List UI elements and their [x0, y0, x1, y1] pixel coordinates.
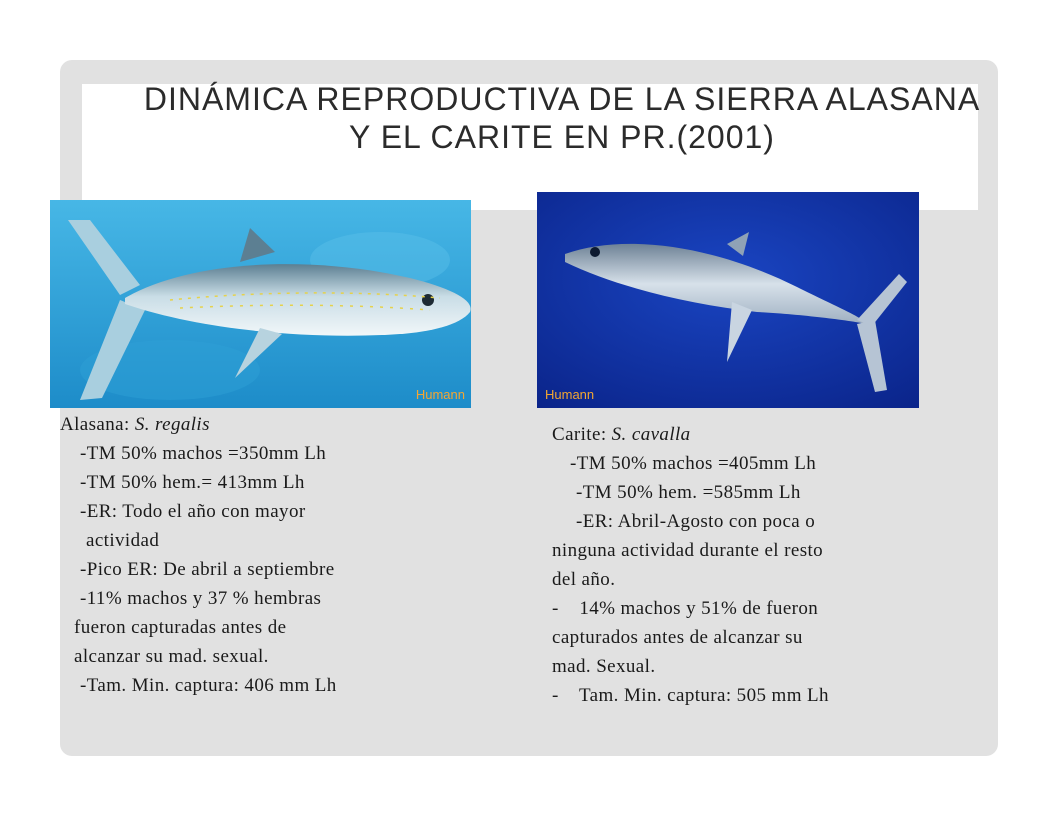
title-line-1: DINÁMICA REPRODUCTIVA DE LA SIERRA ALASANA	[143, 81, 981, 117]
carite-line: mad. Sexual.	[552, 656, 656, 677]
carite-photo-credit: Humann	[545, 387, 595, 402]
alasana-line: -TM 50% machos =350mm Lh	[80, 443, 327, 464]
alasana-text	[60, 410, 337, 700]
carite-text	[552, 420, 829, 710]
carite-line: -TM 50% machos =405mm Lh	[570, 453, 817, 474]
carite-line: del año.	[552, 569, 616, 590]
alasana-label: Alasana:	[60, 414, 135, 435]
carite-photo	[537, 192, 919, 408]
alasana-line: -ER: Todo el año con mayor	[80, 501, 306, 522]
alasana-species: S. regalis	[134, 414, 210, 435]
carite-line: -TM 50% hem. =585mm Lh	[576, 482, 801, 503]
alasana-line: -11% machos y 37 % hembras	[80, 588, 322, 609]
carite-line: capturados antes de alcanzar su	[552, 627, 803, 648]
alasana-line: -Tam. Min. captura: 406 mm Lh	[80, 675, 337, 696]
alasana-photo-credit: Humann	[415, 387, 465, 402]
carite-line: -ER: Abril-Agosto con poca o	[576, 511, 816, 532]
carite-species: S. cavalla	[611, 424, 691, 445]
carite-heading	[552, 420, 829, 449]
alasana-line: alcanzar su mad. sexual.	[74, 646, 269, 667]
carite-label: Carite:	[552, 424, 612, 445]
alasana-line: -TM 50% hem.= 413mm Lh	[80, 472, 305, 493]
alasana-line: actividad	[86, 530, 160, 551]
carite-line: - 14% machos y 51% de fueron	[552, 598, 819, 619]
alasana-fish-image	[50, 200, 471, 408]
alasana-heading	[60, 410, 317, 439]
carite-fish-image	[537, 192, 919, 408]
carite-line: ninguna actividad durante el resto	[552, 540, 824, 561]
carite-line: - Tam. Min. captura: 505 mm Lh	[552, 685, 829, 706]
alasana-photo	[50, 200, 471, 408]
title-line-2: Y EL CARITE EN PR.(2001)	[349, 119, 775, 155]
slide-title	[82, 80, 1042, 156]
alasana-line: -Pico ER: De abril a septiembre	[80, 559, 335, 580]
alasana-line: fueron capturadas antes de	[74, 617, 287, 638]
